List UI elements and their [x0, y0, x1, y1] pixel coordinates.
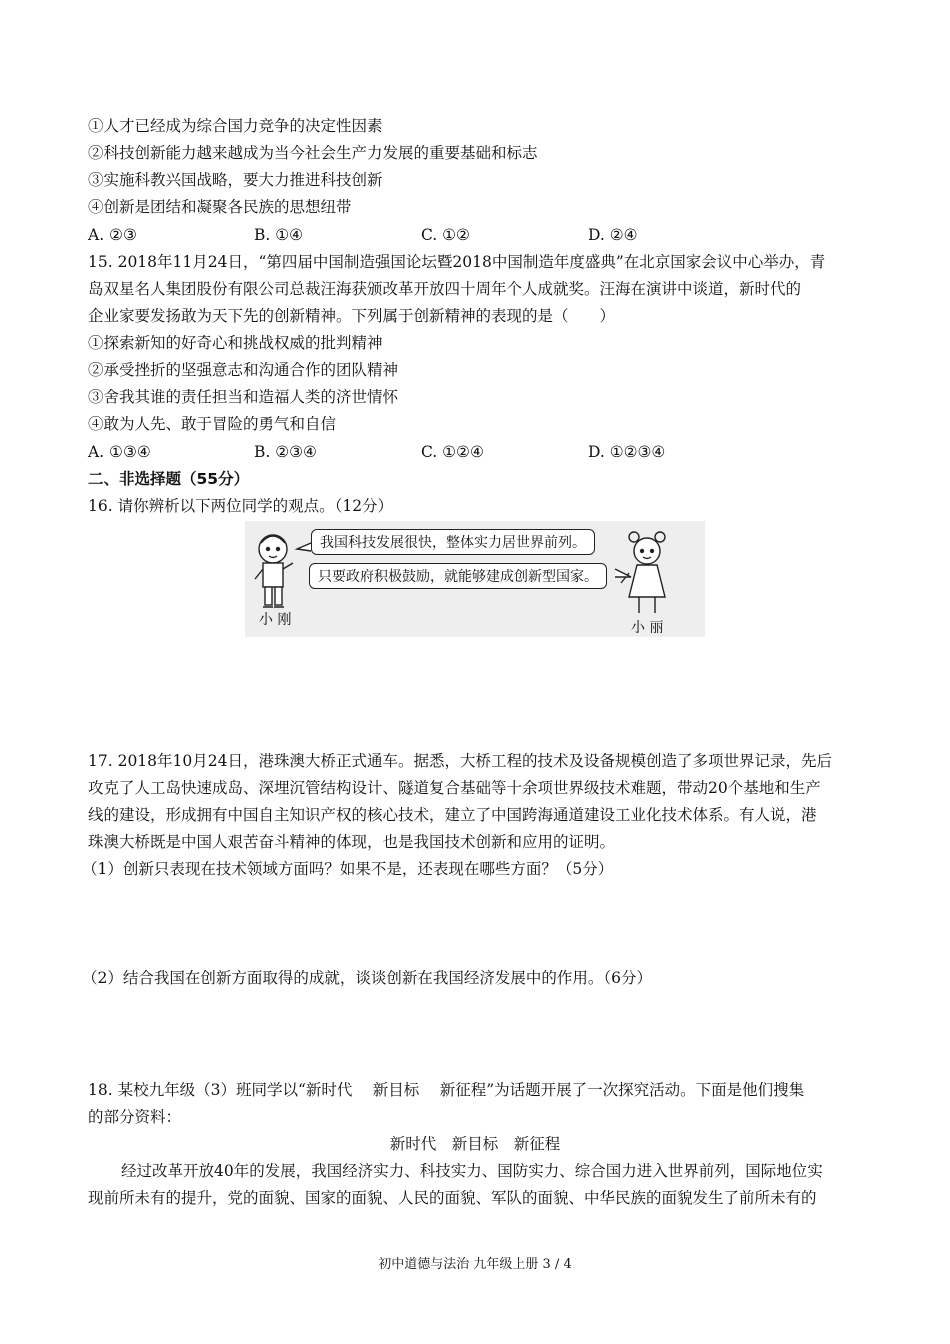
q14-item-1: ①人才已经成为综合国力竞争的决定性因素 [88, 117, 383, 135]
section-title: 二、非选择题（55分） [88, 470, 250, 488]
speech-bubble-girl: 只要政府积极鼓励，就能够建成创新型国家。 [309, 563, 607, 589]
q17-stem-line-1: 17. 2018年10月24日，港珠澳大桥正式通车。据悉，大桥工程的技术及设备规模创造了多项世界记录，先后 [88, 752, 832, 770]
q14-option-a: A. ②③ [88, 226, 137, 244]
q15-option-c: C. ①②④ [421, 443, 484, 461]
q17-sub-question-2: （2）结合我国在创新方面取得的成就，谈谈创新在我国经济发展中的作用。（6分） [82, 969, 652, 987]
page-footer: 初中道德与法治 九年级上册 3 / 4 [378, 1257, 572, 1272]
q14-item-4: ④创新是团结和凝聚各民族的思想纽带 [88, 198, 352, 216]
q14-item-2: ②科技创新能力越来越成为当今社会生产力发展的重要基础和标志 [88, 144, 538, 162]
q18-para-line-1: 经过改革开放40年的发展，我国经济实力、科技实力、国防实力、综合国力进入世界前列，国际地位实 [121, 1162, 823, 1180]
q14-option-d: D. ②④ [588, 226, 638, 244]
q16-stem: 16. 请你辨析以下两位同学的观点。（12分） [88, 497, 394, 515]
q14-option-c: C. ①② [421, 226, 470, 244]
q17-sub-question-1: （1）创新只表现在技术领域方面吗？如果不是，还表现在哪些方面？（5分） [82, 860, 614, 878]
q15-option-a: A. ①③④ [88, 443, 151, 461]
name-right: 小 丽 [631, 620, 664, 636]
q18-stem-line-2: 的部分资料： [88, 1108, 182, 1126]
q15-item-4: ④敢为人先、敢于冒险的勇气和自信 [88, 415, 337, 433]
q15-item-1: ①探索新知的好奇心和挑战权威的批判精神 [88, 334, 383, 352]
q14-item-3: ③实施科教兴国战略，要大力推进科技创新 [88, 171, 383, 189]
q18-para-line-2: 现前所未有的提升，党的面貌、国家的面貌、人民的面貌、军队的面貌、中华民族的面貌发生了前所未有的 [88, 1189, 817, 1207]
q15-item-3: ③舍我其谁的责任担当和造福人类的济世情怀 [88, 388, 399, 406]
name-left: 小 刚 [259, 612, 292, 628]
q17-stem-line-4: 珠澳大桥既是中国人艰苦奋斗精神的体现，也是我国技术创新和应用的证明。 [88, 833, 616, 851]
cartoon-figure [245, 521, 705, 637]
girl-icon [621, 532, 665, 613]
q15-stem-line-3: 企业家要发扬敢为天下先的创新精神。下列属于创新精神的表现的是（ ） [88, 307, 616, 325]
q17-stem-line-3: 线的建设，形成拥有中国自主知识产权的核心技术，建立了中国跨海通道建设工业化技术体系。有人说，港 [88, 806, 817, 824]
q15-stem-line-2: 岛双星名人集团股份有限公司总裁汪海获颁改革开放四十周年个人成就奖。汪海在演讲中谈道，新时代的 [88, 280, 802, 298]
q15-item-2: ②承受挫折的坚强意志和沟通合作的团队精神 [88, 361, 399, 379]
q15-stem-line-1: 15. 2018年11月24日，“第四届中国制造强国论坛暨2018中国制造年度盛典”在北京国家会议中心举办，青 [88, 253, 826, 271]
speech-bubble-boy: 我国科技发展很快，整体实力居世界前列。 [311, 529, 595, 555]
q17-stem-line-2: 攻克了人工岛快速成岛、深埋沉管结构设计、隧道复合基础等十余项世界级技术难题，带动20个基地和生产 [88, 779, 821, 797]
boy-icon [255, 535, 293, 607]
q18-heading: 新时代 新目标 新征程 [389, 1135, 561, 1153]
q18-stem-line-1: 18. 某校九年级（3）班同学以“新时代 新目标 新征程”为话题开展了一次探究活动。下面是他们搜集 [88, 1081, 805, 1099]
q15-option-b: B. ②③④ [254, 443, 317, 461]
q14-option-b: B. ①④ [254, 226, 304, 244]
q15-option-d: D. ①②③④ [588, 443, 666, 461]
